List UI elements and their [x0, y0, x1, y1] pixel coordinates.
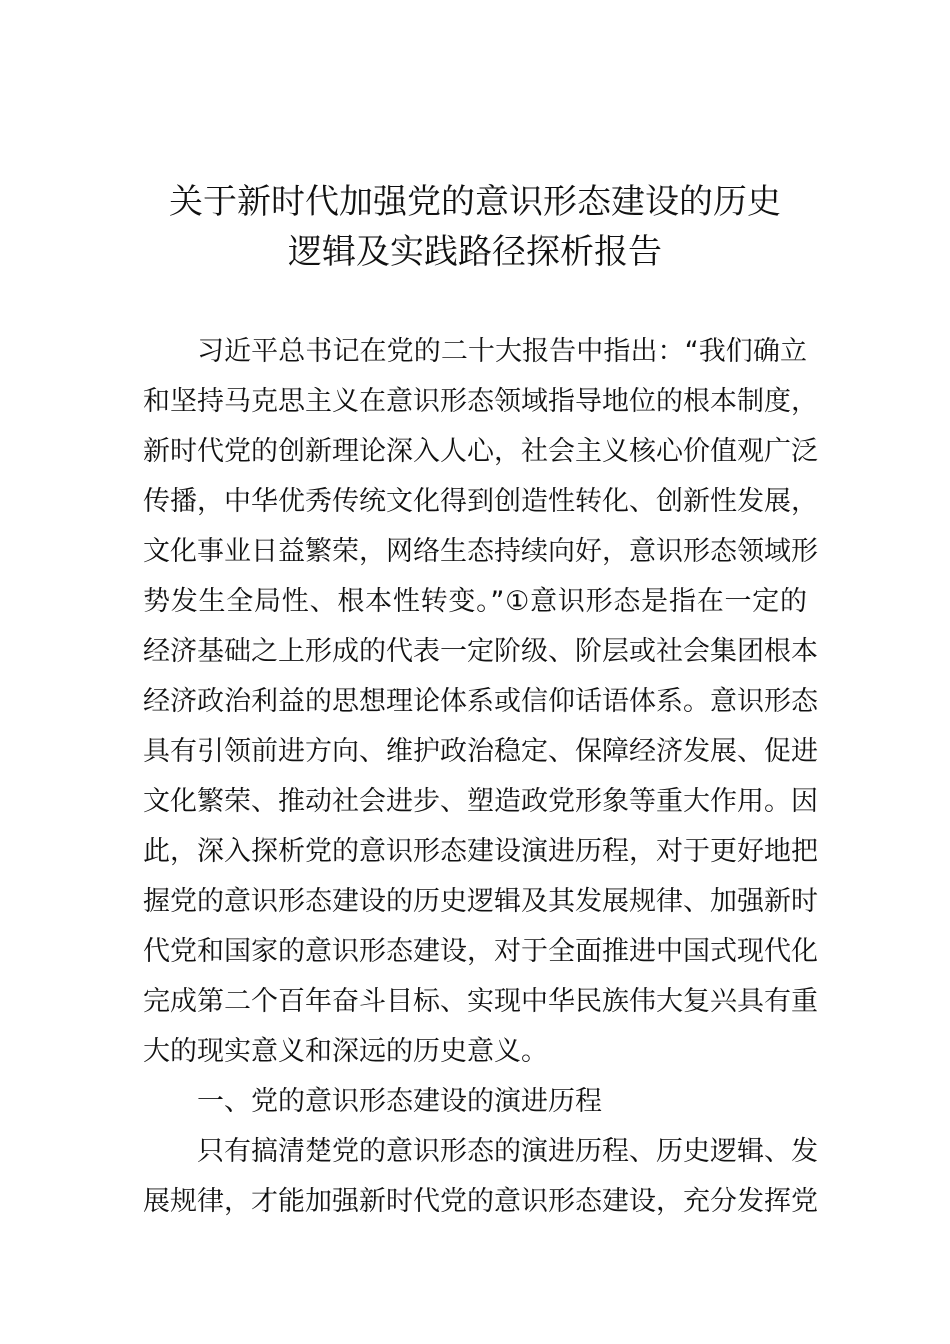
paragraph-line: 只有搞清楚党的意识形态的演进历程、历史逻辑、发 — [197, 1136, 818, 1167]
paragraph-line: 展规律，才能加强新时代党的意识形态建设，充分发挥党 — [143, 1186, 818, 1217]
paragraph-line: 完成第二个百年奋斗目标、实现中华民族伟大复兴具有重 — [143, 986, 818, 1017]
paragraph-line: 此，深入探析党的意识形态建设演进历程，对于更好地把 — [143, 836, 818, 867]
paragraph-line: 经济政治利益的思想理论体系或信仰话语体系。意识形态 — [143, 686, 818, 717]
paragraph-line: 传播，中华优秀传统文化得到创造性转化、创新性发展， — [143, 486, 818, 517]
paragraph-line: 握党的意识形态建设的历史逻辑及其发展规律、加强新时 — [143, 886, 818, 917]
paragraph-line: 大的现实意义和深远的历史意义。 — [143, 1036, 548, 1067]
paragraph-line: 文化繁荣、推动社会进步、塑造政党形象等重大作用。因 — [143, 786, 818, 817]
paragraph-line: 具有引领前进方向、维护政治稳定、保障经济发展、促进 — [143, 736, 818, 767]
section-heading: 一、党的意识形态建设的演进历程 — [197, 1086, 602, 1117]
paragraph-line: 文化事业日益繁荣，网络生态持续向好，意识形态领域形 — [143, 536, 818, 567]
paragraph-line: 和坚持马克思主义在意识形态领域指导地位的根本制度， — [143, 386, 818, 417]
paragraph-line: 势发生全局性、根本性转变。”①意识形态是指在一定的 — [143, 586, 807, 617]
paragraph-line: 习近平总书记在党的二十大报告中指出：“我们确立 — [197, 336, 807, 367]
paragraph-line: 经济基础之上形成的代表一定阶级、阶层或社会集团根本 — [143, 636, 818, 667]
document-title-line-2: 逻辑及实践路径探析报告 — [288, 232, 662, 272]
document-title-line-1: 关于新时代加强党的意识形态建设的历史 — [169, 182, 781, 222]
paragraph-line: 新时代党的创新理论深入人心，社会主义核心价值观广泛 — [143, 436, 818, 467]
paragraph-line: 代党和国家的意识形态建设，对于全面推进中国式现代化 — [143, 936, 818, 967]
